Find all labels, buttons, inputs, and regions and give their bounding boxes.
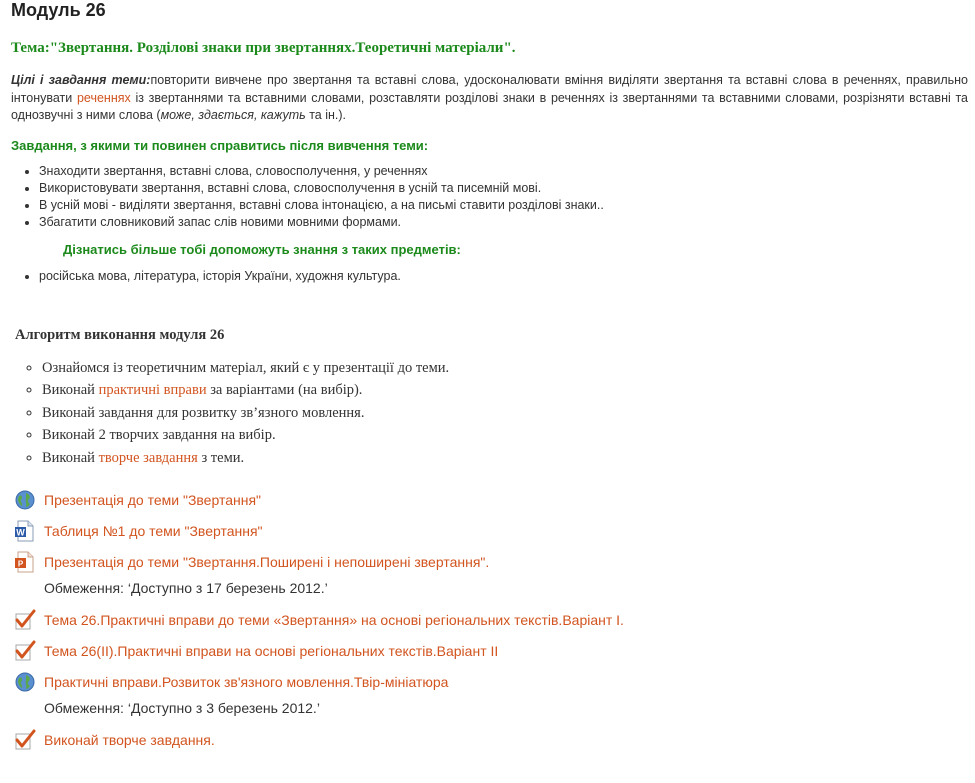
assignment-check-icon <box>14 640 36 662</box>
learn-heading: Дізнатись більше тобі допоможуть знання з таких предметів: <box>63 241 461 257</box>
goals-lead: Цілі і завдання теми: <box>11 73 151 87</box>
step-text: з теми. <box>197 449 245 466</box>
assignment-check-icon <box>14 729 36 751</box>
goals-text-3: та ін.). <box>305 108 347 122</box>
goals-link-rechennyakh[interactable]: реченнях <box>76 90 131 105</box>
algorithm-step <box>42 402 968 425</box>
resource-table-1[interactable] <box>11 515 968 546</box>
resource-list <box>11 484 968 755</box>
step-text: Виконай завдання для розвитку зв’язного мовлення. <box>42 404 365 421</box>
goals-examples: може, здається, кажуть <box>160 108 306 122</box>
algorithm-step <box>42 447 968 470</box>
list-item: • В усній мові - виділяти звертання, вставні слова інтонацією, а на письмі ставити розділові знаки.. <box>39 197 968 214</box>
goals-text-1: повторити вивчене про звертання та вставні слова, удосконалювати вміння виділяти звертання та вставні слова в реченнях, правильно інтонувати <box>11 73 969 105</box>
svg-text:P: P <box>17 559 24 568</box>
list-item: • Використовувати звертання, вставні слова, словосполучення в усній та писемній мові. <box>39 180 968 197</box>
svg-text:W: W <box>16 527 25 537</box>
resource-link-text[interactable]: Виконай творче завдання. <box>44 731 215 748</box>
restriction-note: Обмеження: ‘Доступно з 3 березень 2012.’ <box>44 700 320 716</box>
algorithm-step <box>42 379 968 402</box>
resource-link-text[interactable]: Презентація до теми "Звертання.Поширені і непоширені звертання". <box>44 553 490 570</box>
goals-paragraph <box>11 72 968 125</box>
step-text: Ознайомся із теоретичним матеріал, який є у презентації до теми. <box>42 359 450 376</box>
list-item: • російська мова, література, історія України, художня культура. <box>39 268 968 285</box>
step-text: Виконай 2 творчих завдання на вибір. <box>42 427 276 443</box>
subjects-list <box>11 268 968 285</box>
resource-link-text[interactable]: Практичні вправи.Розвиток зв'язного мовлення.Твір-мініатюра <box>44 673 449 690</box>
globe-icon <box>14 489 36 511</box>
step-text: за варіантами (на вибір). <box>206 382 363 398</box>
list-item: • Знаходити звертання, вставні слова, словосполучення, у реченнях <box>39 163 968 180</box>
resource-assignment-variant-1[interactable] <box>11 604 968 635</box>
resource-link-text[interactable]: Тема 26.Практичні вправи до теми «Звертання» на основі регіональних текстів.Варіант І. <box>44 611 624 628</box>
resource-assignment-variant-2[interactable] <box>11 635 968 666</box>
algorithm-step <box>42 424 968 447</box>
word-doc-icon <box>14 520 36 542</box>
goals-text-2: із звертаннями та вставними словами, розставляти розділові знаки в реченнях із звертаннями та вставними словами, розрізняти вставні та однозвучні з ними слова ( <box>11 90 968 122</box>
powerpoint-icon <box>14 551 36 573</box>
resource-link-text[interactable]: Таблиця №1 до теми "Звертання" <box>44 522 263 539</box>
resource-link-text[interactable]: Тема 26(ІІ).Практичні вправи на основі регіональних текстів.Варіант ІІ <box>44 642 499 659</box>
resource-presentation-poshyreni[interactable] <box>11 546 968 577</box>
resource-practical-essay[interactable] <box>11 666 968 697</box>
algorithm-steps <box>11 357 968 470</box>
resource-creative-task[interactable] <box>11 724 968 755</box>
restriction-note: Обмеження: ‘Доступно з 17 березень 2012.’ <box>44 580 328 596</box>
tasks-list <box>11 163 968 231</box>
topic-title: Тема:"Звертання. Розділові знаки при звертаннях.Теоретичні матеріали". <box>11 40 516 56</box>
module-title: Модуль 26 <box>11 0 106 20</box>
resource-link-text[interactable]: Презентація до теми "Звертання" <box>44 491 261 508</box>
assignment-check-icon <box>14 609 36 631</box>
step-text: Виконай <box>42 382 99 398</box>
practical-exercises-link[interactable]: практичні вправи <box>98 382 207 398</box>
step-text: Виконай <box>42 449 99 466</box>
list-item: • Збагатити словниковий запас слів новими мовними формами. <box>39 214 968 231</box>
tasks-heading: Завдання, з якими ти повинен справитись після вивчення теми: <box>11 137 429 153</box>
algorithm-title: Алгоритм виконання модуля 26 <box>15 326 225 343</box>
algorithm-step <box>42 357 968 380</box>
resource-presentation-zvertannia[interactable] <box>11 484 968 515</box>
creative-task-link[interactable]: творче завдання <box>98 449 198 466</box>
globe-icon <box>14 671 36 693</box>
